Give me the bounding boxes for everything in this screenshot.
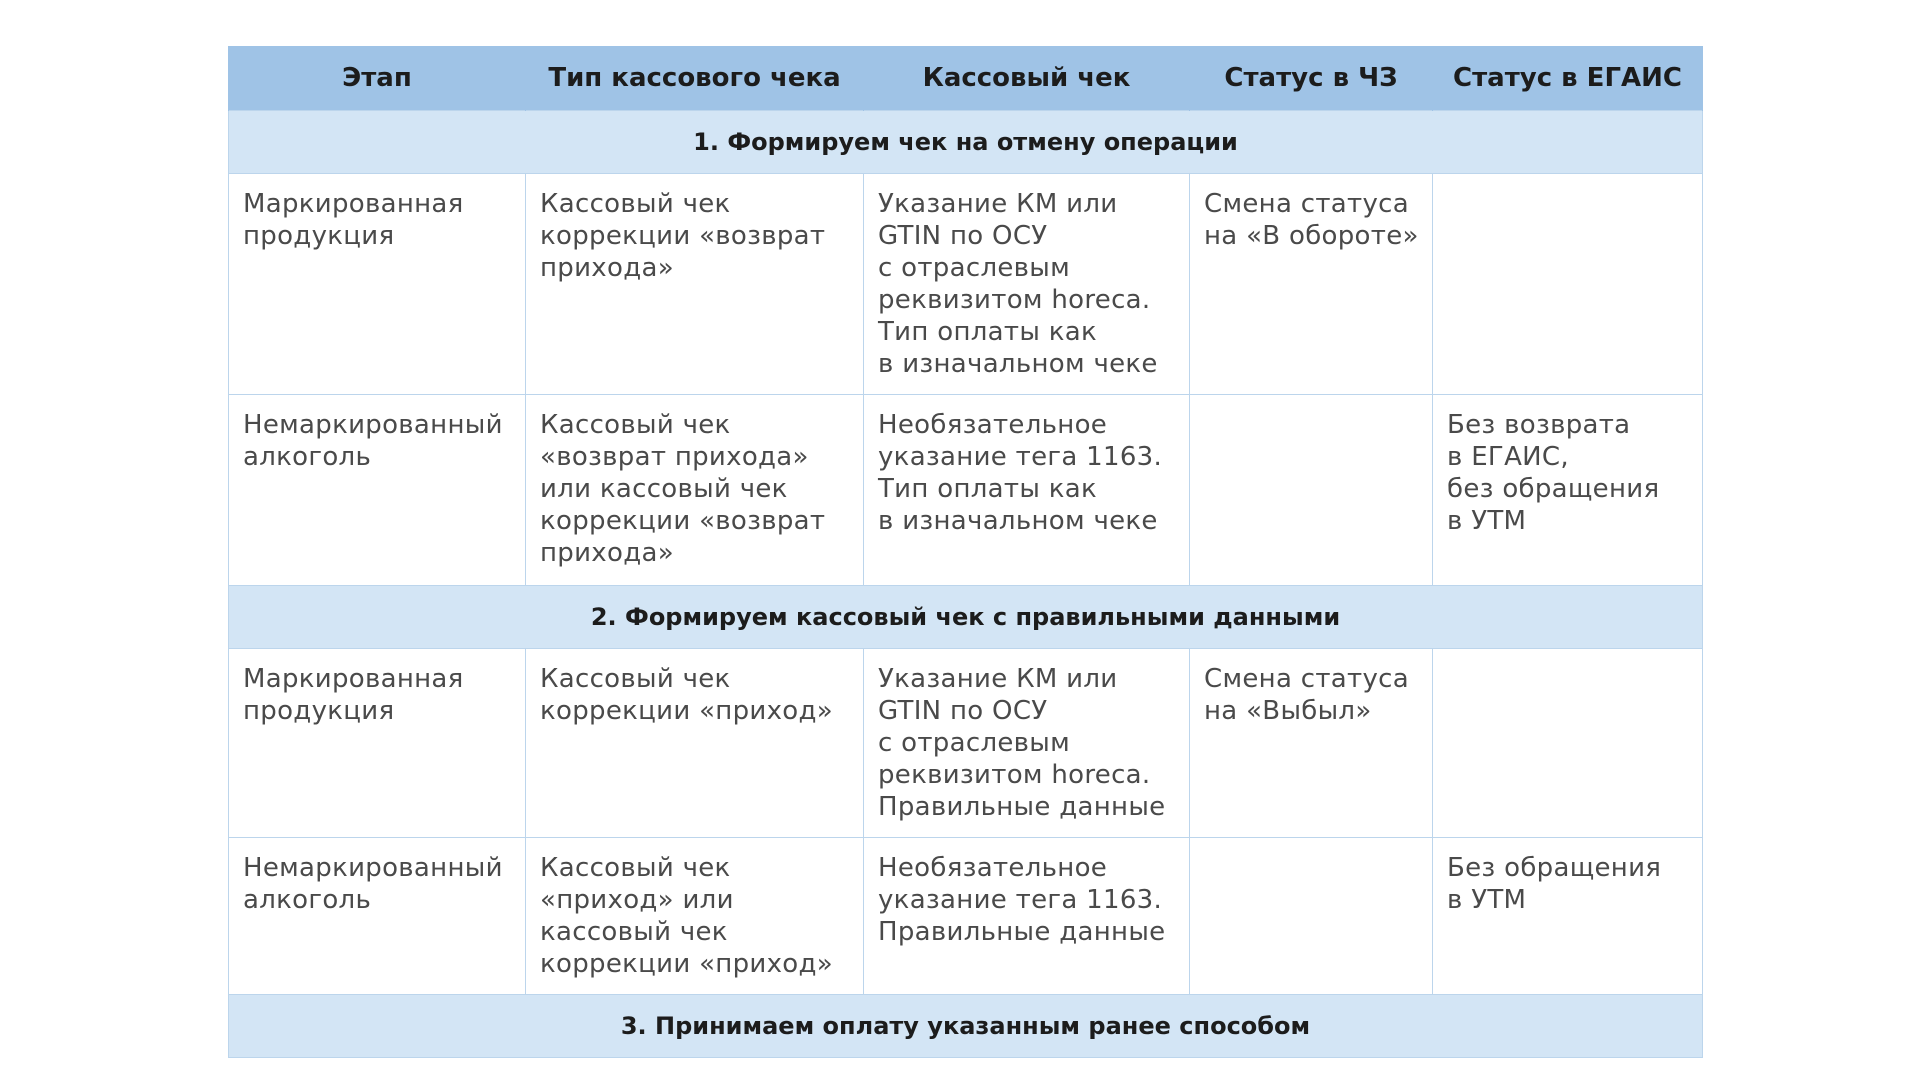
table-row: [229, 395, 1703, 586]
section-title: 2. Формируем кассовый чек с правильными данными: [229, 586, 1703, 649]
cell-receipt: Указание КМ или GTIN по ОСУ с отраслевым реквизитом horeca. Тип оплаты как в изначальном чеке: [864, 174, 1190, 395]
cell-cz-status: Смена статуса на «Выбыл»: [1190, 649, 1433, 838]
comparison-table: [228, 46, 1703, 1058]
cell-stage: Маркированная продукция: [229, 174, 526, 395]
section-row: [229, 995, 1703, 1058]
cell-receipt-type: Кассовый чек «возврат прихода» или кассовый чек коррекции «возврат прихода»: [526, 395, 864, 586]
section-row: [229, 586, 1703, 649]
cell-egais-status: Без обращения в УТМ: [1433, 838, 1703, 995]
section-title: 3. Принимаем оплату указанным ранее способом: [229, 995, 1703, 1058]
table-row: [229, 649, 1703, 838]
cell-receipt: Необязательное указание тега 1163. Правильные данные: [864, 838, 1190, 995]
cell-receipt-type: Кассовый чек «приход» или кассовый чек коррекции «приход»: [526, 838, 864, 995]
cell-cz-status: Смена статуса на «В обороте»: [1190, 174, 1433, 395]
table-row: [229, 174, 1703, 395]
header-row: [229, 46, 1703, 111]
header-stage: Этап: [229, 46, 526, 111]
cell-receipt: Необязательное указание тега 1163. Тип оплаты как в изначальном чеке: [864, 395, 1190, 586]
section-title: 1. Формируем чек на отмену операции: [229, 111, 1703, 174]
cell-receipt-type: Кассовый чек коррекции «приход»: [526, 649, 864, 838]
table-body: [229, 111, 1703, 1058]
cell-egais-status: [1433, 649, 1703, 838]
header-receipt: Кассовый чек: [864, 46, 1190, 111]
cell-stage: Маркированная продукция: [229, 649, 526, 838]
table-row: [229, 838, 1703, 995]
cell-egais-status: Без возврата в ЕГАИС, без обращения в УТМ: [1433, 395, 1703, 586]
section-row: [229, 111, 1703, 174]
header-egais-status: Статус в ЕГАИС: [1433, 46, 1703, 111]
cell-receipt: Указание КМ или GTIN по ОСУ с отраслевым реквизитом horeca. Правильные данные: [864, 649, 1190, 838]
cell-stage: Немаркированный алкоголь: [229, 838, 526, 995]
header-cz-status: Статус в ЧЗ: [1190, 46, 1433, 111]
cell-stage: Немаркированный алкоголь: [229, 395, 526, 586]
cell-egais-status: [1433, 174, 1703, 395]
cell-cz-status: [1190, 395, 1433, 586]
table-header: [229, 46, 1703, 111]
cell-receipt-type: Кассовый чек коррекции «возврат прихода»: [526, 174, 864, 395]
cell-cz-status: [1190, 838, 1433, 995]
header-receipt-type: Тип кассового чека: [526, 46, 864, 111]
